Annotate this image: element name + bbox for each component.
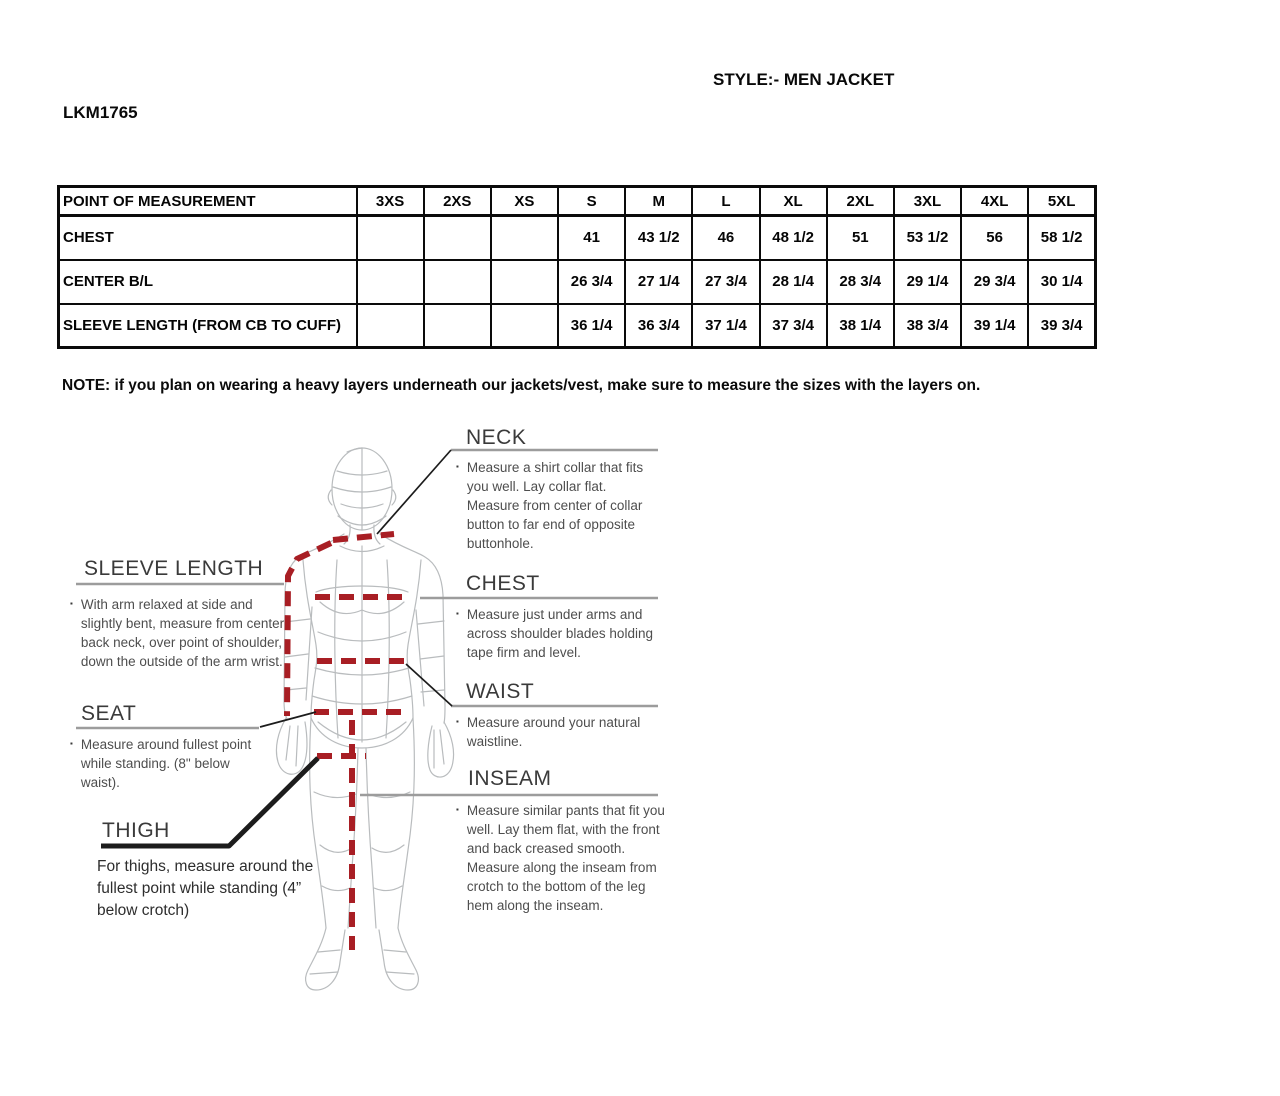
note-text: NOTE: if you plan on wearing a heavy layers underneath our jackets/vest, make sure to measure the sizes with the layers on. (62, 377, 981, 394)
size-table-header-row (59, 187, 1096, 216)
size-cell: 43 1/2 (625, 216, 692, 260)
size-cell: 56 (961, 216, 1028, 260)
column-header: 3XS (357, 187, 424, 216)
column-header: 3XL (894, 187, 961, 216)
waist-description (456, 713, 656, 751)
sleeve-length-heading: SLEEVE LENGTH (84, 557, 264, 580)
size-cell: 37 3/4 (760, 304, 827, 348)
inseam-description-text: Measure similar pants that fit you well. Lay them flat, with the front and back creased smooth. Measure along the inseam from crotch to the bottom of the leg hem along the inseam. (466, 803, 665, 914)
inseam-heading: INSEAM (468, 767, 552, 790)
size-cell (357, 304, 424, 348)
column-header: 2XS (424, 187, 491, 216)
column-header: 4XL (961, 187, 1028, 216)
seat-description (70, 735, 270, 792)
size-cell: 58 1/2 (1028, 216, 1095, 260)
size-cell: 39 1/4 (961, 304, 1028, 348)
size-cell (491, 304, 558, 348)
neck-description-text: Measure a shirt collar that fits you well. Lay collar flat. Measure from center of collar button to far end of opposite buttonhole. (466, 460, 644, 552)
column-header: POINT OF MEASUREMENT (59, 187, 357, 216)
size-cell: 30 1/4 (1028, 260, 1095, 304)
sleeve-length-description-text: With arm relaxed at side and slightly bent, measure from center back neck, over point of shoulder, down the outside of the arm wrist. (80, 597, 285, 670)
size-cell: 39 3/4 (1028, 304, 1095, 348)
thigh-heading: THIGH (102, 819, 170, 842)
size-cell: 26 3/4 (558, 260, 625, 304)
size-cell: 37 1/4 (692, 304, 759, 348)
bullet-icon: ▪ (456, 609, 459, 618)
size-cell: 29 3/4 (961, 260, 1028, 304)
sleeve-line (287, 543, 331, 716)
bullet-icon: ▪ (456, 805, 459, 814)
column-header: 5XL (1028, 187, 1095, 216)
column-header: M (625, 187, 692, 216)
size-cell: 51 (827, 216, 894, 260)
row-label: CHEST (59, 216, 357, 260)
size-cell (491, 216, 558, 260)
size-cell: 27 1/4 (625, 260, 692, 304)
sleeve-length-description (70, 595, 290, 671)
bullet-icon: ▪ (456, 717, 459, 726)
size-table (57, 185, 1097, 349)
size-cell (424, 260, 491, 304)
column-header: S (558, 187, 625, 216)
size-cell: 27 3/4 (692, 260, 759, 304)
chest-description (456, 605, 666, 662)
waist-description-text: Measure around your natural waistline. (466, 715, 641, 750)
neck-description (456, 458, 661, 553)
size-cell (424, 304, 491, 348)
seat-heading: SEAT (81, 702, 137, 725)
row-label: SLEEVE LENGTH (FROM CB TO CUFF) (59, 304, 357, 348)
size-cell (357, 216, 424, 260)
bullet-icon: ▪ (70, 599, 73, 608)
column-header: XL (760, 187, 827, 216)
bullet-icon: ▪ (70, 739, 73, 748)
size-cell: 36 1/4 (558, 304, 625, 348)
neck-heading: NECK (466, 426, 527, 449)
measurement-diagram (0, 420, 740, 1020)
size-cell: 41 (558, 216, 625, 260)
table-row (59, 216, 1096, 260)
chest-description-text: Measure just under arms and across shoulder blades holding tape firm and level. (466, 607, 653, 661)
thigh-description (97, 856, 317, 922)
size-cell: 46 (692, 216, 759, 260)
table-row (59, 260, 1096, 304)
inseam-description (456, 801, 666, 915)
column-header: XS (491, 187, 558, 216)
size-cell: 38 3/4 (894, 304, 961, 348)
size-cell (491, 260, 558, 304)
bullet-icon: ▪ (456, 462, 459, 471)
size-cell (357, 260, 424, 304)
column-header: 2XL (827, 187, 894, 216)
size-cell: 53 1/2 (894, 216, 961, 260)
size-cell: 48 1/2 (760, 216, 827, 260)
size-cell: 29 1/4 (894, 260, 961, 304)
thigh-description-text: For thighs, measure around the fullest point while standing (4” below crotch) (97, 858, 314, 919)
style-code: LKM1765 (63, 103, 138, 122)
seat-description-text: Measure around fullest point while standing. (8" below waist). (80, 737, 252, 791)
size-cell: 38 1/4 (827, 304, 894, 348)
waist-heading: WAIST (466, 680, 535, 703)
neck-connector (377, 450, 451, 534)
table-row (59, 304, 1096, 348)
row-label: CENTER B/L (59, 260, 357, 304)
size-cell: 28 1/4 (760, 260, 827, 304)
size-cell: 36 3/4 (625, 304, 692, 348)
column-header: L (692, 187, 759, 216)
size-cell (424, 216, 491, 260)
size-cell: 28 3/4 (827, 260, 894, 304)
chest-heading: CHEST (466, 572, 540, 595)
style-title: STYLE:- MEN JACKET (713, 70, 895, 89)
